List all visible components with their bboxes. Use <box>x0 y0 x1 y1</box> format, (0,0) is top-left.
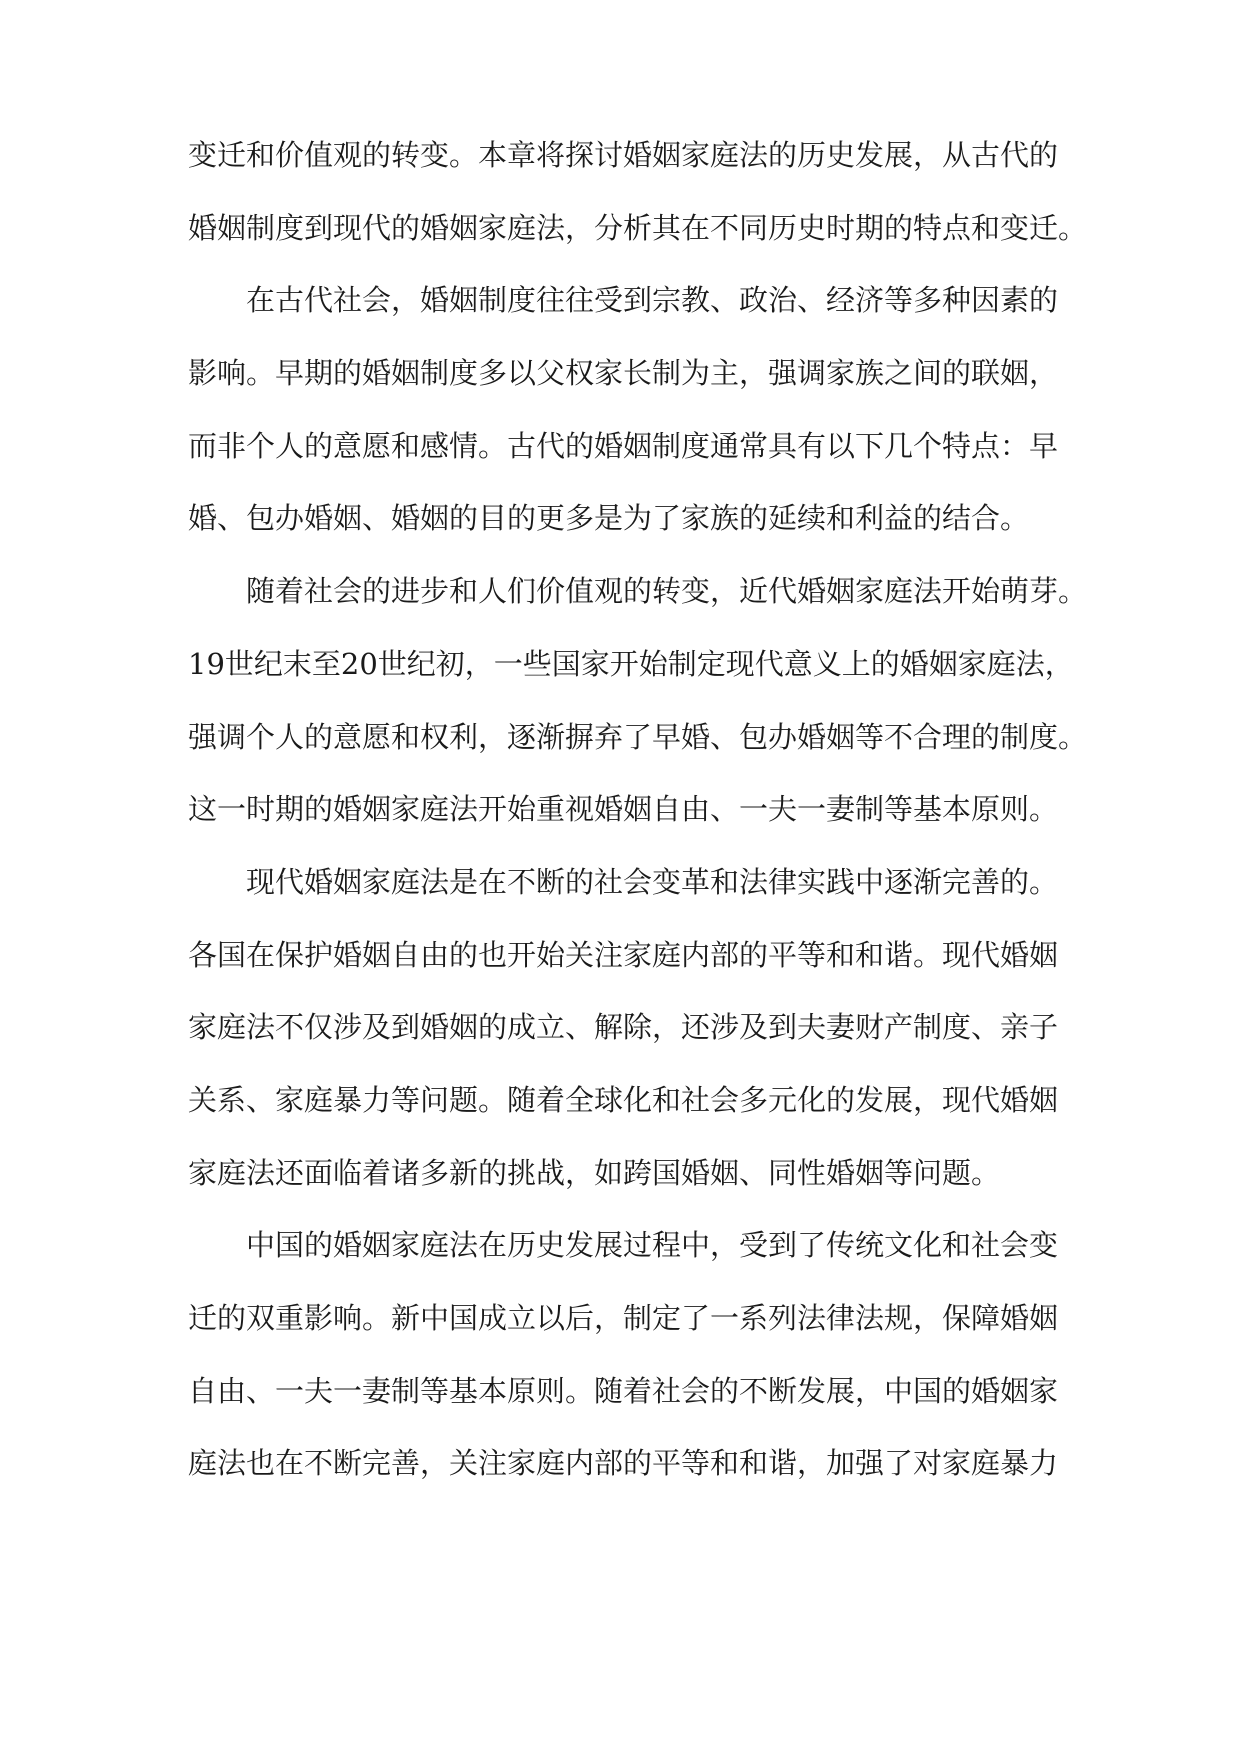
text-line: 各国在保护婚姻自由的也开始关注家庭内部的平等和和谐。现代婚姻 <box>188 937 1059 972</box>
text-line: 庭法也在不断完善，关注家庭内部的平等和和谐，加强了对家庭暴力 <box>188 1446 1059 1481</box>
text-line: 影响。早期的婚姻制度多以父权家长制为主，强调家族之间的联姻， <box>188 356 1059 391</box>
text-line: 关系、家庭暴力等问题。随着全球化和社会多元化的发展，现代婚姻 <box>188 1082 1059 1117</box>
text-line: 婚、包办婚姻、婚姻的目的更多是为了家族的延续和利益的结合。 <box>188 501 1030 536</box>
text-line: 中国的婚姻家庭法在历史发展过程中，受到了传统文化和社会变 <box>246 1228 1059 1263</box>
body-text <box>188 138 1088 1519</box>
text-line: 变迁和价值观的转变。本章将探讨婚姻家庭法的历史发展，从古代的 <box>188 138 1059 172</box>
text-line: 婚姻制度到现代的婚姻家庭法，分析其在不同历史时期的特点和变迁。 <box>188 210 1088 245</box>
text-line: 而非个人的意愿和感情。古代的婚姻制度通常具有以下几个特点：早 <box>188 428 1059 463</box>
text-line: 强调个人的意愿和权利，逐渐摒弃了早婚、包办婚姻等不合理的制度。 <box>188 719 1088 754</box>
text-line: 随着社会的进步和人们价值观的转变，近代婚姻家庭法开始萌芽。 <box>246 574 1088 609</box>
text-line: 19世纪末至20世纪初，一些国家开始制定现代意义上的婚姻家庭法， <box>188 646 1074 681</box>
text-line: 在古代社会，婚姻制度往往受到宗教、政治、经济等多种因素的 <box>246 283 1059 318</box>
text-line: 自由、一夫一妻制等基本原则。随着社会的不断发展，中国的婚姻家 <box>188 1373 1059 1408</box>
text-line: 家庭法还面临着诸多新的挑战，如跨国婚姻、同性婚姻等问题。 <box>188 1155 1001 1190</box>
text-line: 迁的双重影响。新中国成立以后，制定了一系列法律法规，保障婚姻 <box>188 1301 1059 1335</box>
text-line: 现代婚姻家庭法是在不断的社会变革和法律实践中逐渐完善的。 <box>246 864 1059 899</box>
text-line: 家庭法不仅涉及到婚姻的成立、解除，还涉及到夫妻财产制度、亲子 <box>188 1010 1059 1045</box>
text-line: 这一时期的婚姻家庭法开始重视婚姻自由、一夫一妻制等基本原则。 <box>188 792 1059 827</box>
